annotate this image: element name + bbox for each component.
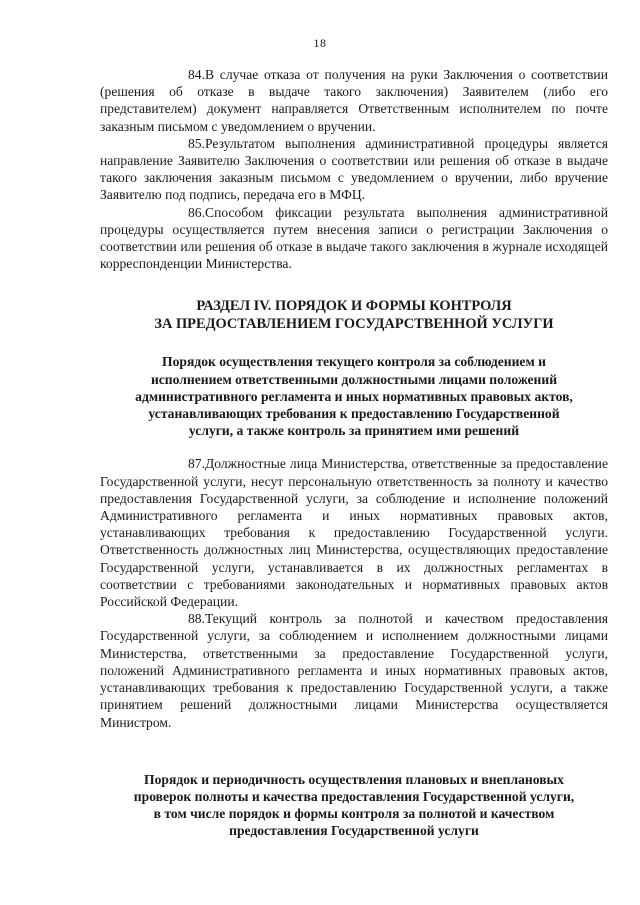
paragraph-number: 88. <box>188 611 205 627</box>
paragraph-text: Текущий контроль за полнотой и качеством предоставления Государственной услуги, за соблюдением и исполнением должностными лицами Министерства, ответственными за предоставление Государственной услуги, положений Административного регламента и иных нормативных правовых актов, устанавливающих требования к предоставлению Государственной услуги, а также принятием решений должностными лицами Министерства осуществляется Министром. <box>100 611 608 730</box>
paragraph-85 <box>100 135 608 204</box>
paragraph-87 <box>100 455 608 610</box>
section-heading-line: РАЗДЕЛ IV. ПОРЯДОК И ФОРМЫ КОНТРОЛЯ <box>196 298 512 315</box>
subsection-heading-line: административного регламента и иных нормативных правовых актов, <box>135 388 573 404</box>
section-heading-line: ЗА ПРЕДОСТАВЛЕНИЕМ ГОСУДАРСТВЕННОЙ УСЛУГИ <box>154 315 554 332</box>
subsection-heading-line: Порядок осуществления текущего контроля за соблюдением и <box>162 354 546 370</box>
paragraph-text: В случае отказа от получения на руки Заключения о соответствии (решения об отказе в выдаче такого заключения) Заявителем (либо его представителем) документ направляется Ответственным исполнителем по почте заказным письмом с уведомлением о вручении. <box>100 67 608 134</box>
subsection-heading-line: проверок полноты и качества предоставления Государственной услуги, <box>133 788 575 804</box>
subsection-heading-line: услуги, а также контроль за принятием ими решений <box>188 423 520 439</box>
paragraph-number: 85. <box>188 135 205 151</box>
subsection-heading-line: предоставления Государственной услуги <box>229 823 479 839</box>
paragraph-text: Способом фиксации результата выполнения административной процедуры осуществляется путем внесения записи о регистрации Заключения о соответствии или решения об отказе в выдаче такого заключения в журнале исходящей корреспонденции Министерства. <box>100 204 608 272</box>
subsection-heading-line: Порядок и периодичность осуществления плановых и внеплановых <box>144 771 564 787</box>
paragraph-number: 86. <box>188 204 205 220</box>
paragraph-text: Должностные лица Министерства, ответственные за предоставление Государственной услуги, несут персональную ответственность за полноту и качество предоставления Государственной услуги, за соблюдение и исполнение положений Административного регламента и иных нормативных правовых актов, устанавливающих требования к предоставлению Государственной услуги. Ответственность должностных лиц Министерства, осуществляющих предоставление Государственной услуги, устанавливается в их должностных регламентах в соответствии с требованиями законодательных и нормативных правовых актов Российской Федерации. <box>100 456 608 610</box>
paragraph-86 <box>100 204 608 273</box>
page-number: 18 <box>313 36 327 50</box>
paragraph-84 <box>100 66 608 135</box>
subsection-heading-line: исполнением ответственными должностными лицами положений <box>150 371 558 387</box>
paragraph-text: Результатом выполнения административной процедуры является направление Заявителю Заключения о соответствии или решения об отказе в выдаче такого заключения заказным письмом с уведомлением о вручении, либо вручение Заявителю под подпись, передача его в МФЦ. <box>100 135 608 203</box>
subsection-heading-current-control <box>100 353 608 439</box>
subsection-heading-line: в том числе порядок и формы контроля за полнотой и качеством <box>153 806 555 822</box>
subsection-heading-line: устанавливающих требования к предоставлению Государственной <box>148 406 560 422</box>
paragraph-number: 84. <box>188 67 205 82</box>
subsection-heading-inspections <box>100 771 608 840</box>
document-body <box>100 66 608 840</box>
paragraph-88 <box>100 610 608 730</box>
section-heading <box>100 298 608 333</box>
paragraph-number: 87. <box>188 456 205 472</box>
